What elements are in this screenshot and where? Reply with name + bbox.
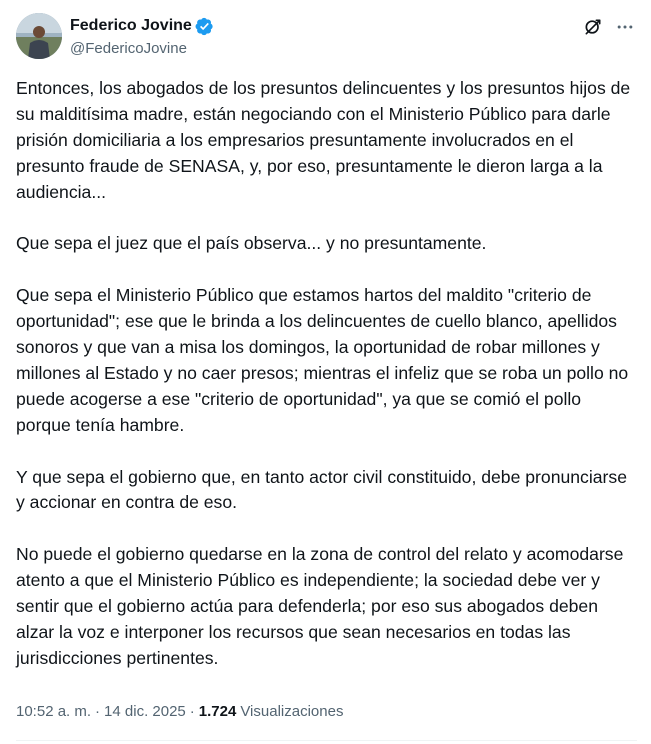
tweet-date[interactable]: 14 dic. 2025 <box>104 703 186 720</box>
avatar[interactable] <box>16 13 62 59</box>
header-actions <box>573 15 637 39</box>
tweet-paragraph-1: Entonces, los abogados de los presuntos delincuentes y los presuntos hijos de su malditísima madre, están negociando con el Ministerio Público para darle prisión domiciliaria a los empresarios presuntamente involucrados en el presunto fraude de SENASA, y, por eso, presuntamente le dieron larga a la audiencia... <box>16 78 631 202</box>
author-info <box>70 16 214 57</box>
views-count: 1.724 <box>198 703 237 720</box>
verified-badge-icon[interactable] <box>195 17 214 36</box>
tweet-paragraph-5: No puede el gobierno quedarse en la zona de control del relato y acomodarse atento a que el Ministerio Público es independiente; la sociedad debe ver y sentir que el gobierno actúa para defenderla; por eso sus abogados deben alzar la voz e interponer los recursos que sean necesarios en todas las jurisdicciones pertinentes. <box>16 544 624 668</box>
meta-separator: · <box>189 703 195 720</box>
tweet-header <box>16 13 637 61</box>
tweet-paragraph-4: Y que sepa el gobierno que, en tanto actor civil constituido, debe pronunciarse y accionar en contra de eso. <box>16 466 627 513</box>
display-name[interactable]: Federico Jovine <box>70 17 192 34</box>
tweet-meta <box>16 703 343 720</box>
meta-separator: · <box>95 703 101 720</box>
name-row <box>70 16 214 36</box>
more-icon[interactable] <box>613 15 637 39</box>
tweet-paragraph-2: Que sepa el juez que el país observa... y no presuntamente. <box>16 233 487 254</box>
divider <box>16 740 637 741</box>
tweet-text <box>16 76 638 672</box>
avatar-photo <box>16 13 62 59</box>
tweet-time[interactable]: 10:52 a. m. <box>16 703 92 720</box>
views-label: Visualizaciones <box>240 703 344 720</box>
author-handle[interactable]: @FedericoJovine <box>70 40 187 57</box>
grok-icon[interactable] <box>581 15 605 39</box>
tweet-paragraph-3: Que sepa el Ministerio Público que estamos hartos del maldito "criterio de oportunidad"; ese que le brinda a los delincuentes de cuello blanco, apellidos sonoros y que van a misa los domingos, la oportunidad de robar millones y millones al Estado y no caer presos; mientras el infeliz que se roba un pollo no puede acogerse a ese "criterio de oportunidad", ya que se comió el pollo porque tenía hambre. <box>16 285 629 435</box>
